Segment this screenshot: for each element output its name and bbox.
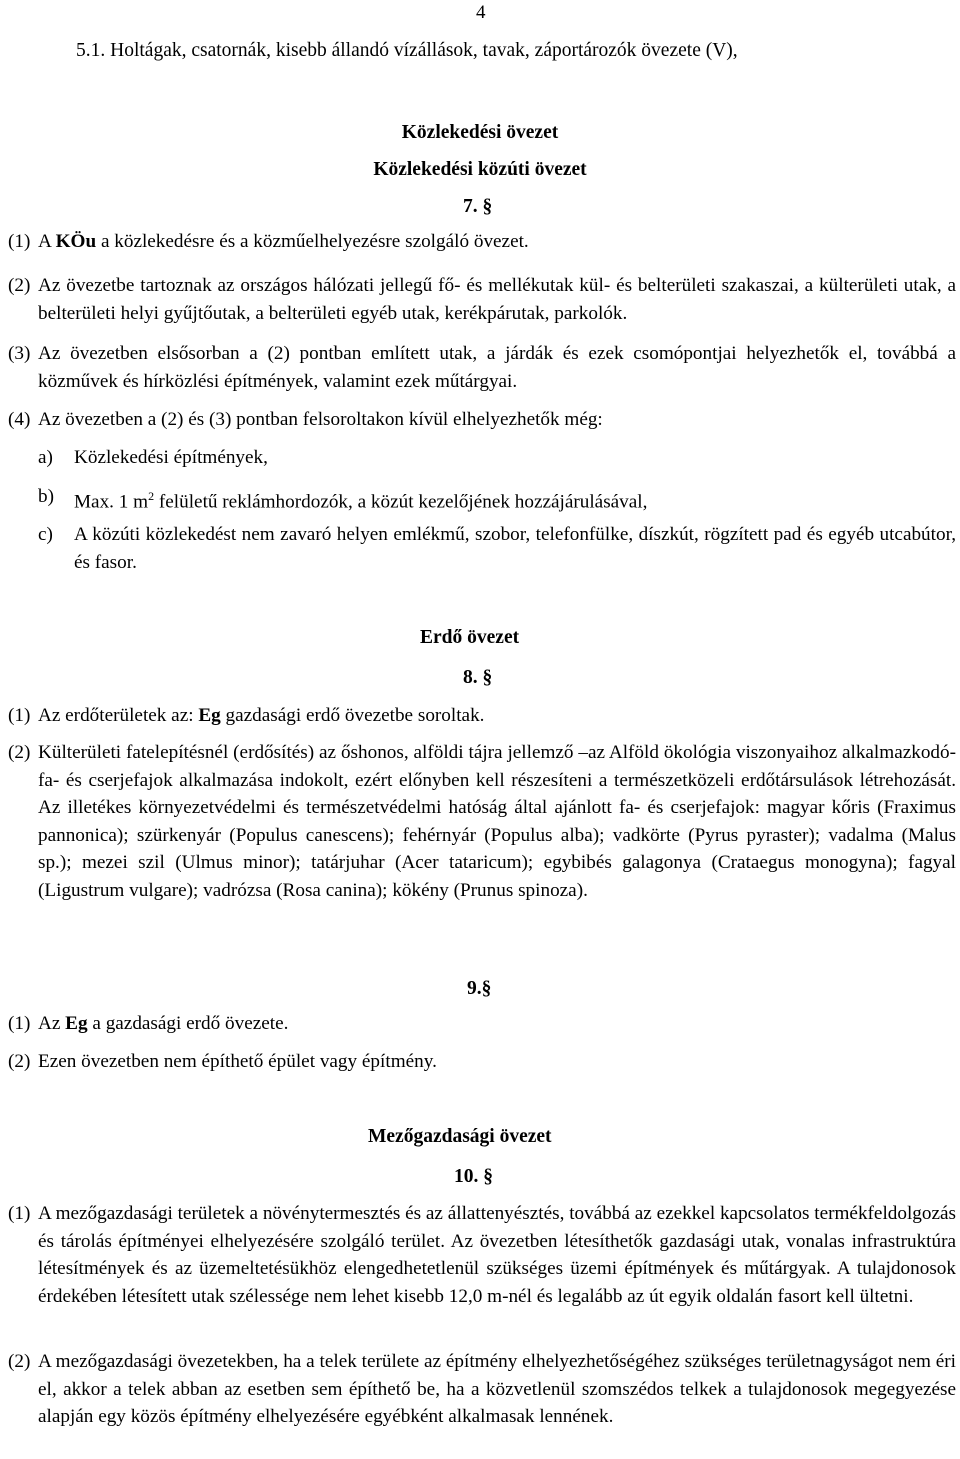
kozlekedesi-paragraph-2 — [8, 272, 956, 327]
list-label: b) — [38, 486, 54, 507]
kozlekedesi-paragraph-4 — [8, 406, 956, 434]
paragraph-text: Az övezetben elsősorban a (2) pontban említett utak, a járdák és ezek csomópontjai helyezhetők el, továbbá a közművek és hírközlési építmények, valamint ezek műtárgyai. — [38, 343, 956, 392]
list-label: a) — [38, 447, 53, 468]
erdo-title: Erdő övezet — [420, 627, 520, 648]
zone-code: Eg — [65, 1013, 88, 1034]
paragraph-number: (1) — [8, 1203, 31, 1224]
paragraph-text: A mezőgazdasági területek a növénytermesztés és az állattenyésztés, továbbá az ezekkel kapcsolatos termékfeldolgozás és tárolás építményei elhelyezésére szolgáló terület. Az övezetben létesíthetők gazdasági utak, vonalas infrastruktúra létesítmények és az üzemeltetésükhöz elengedhetetlenül szükséges üzemi építmények és műtárgyak. A tulajdonosok érdekében létesített utak szélessége nem lehet kisebb 12,0 m-nél és legalább az út egyik oldalán fasort kell ültetni. — [38, 1203, 956, 1307]
paragraph-text: Az övezetben a (2) és (3) pontban felsoroltakon kívül elhelyezhetők még: — [38, 409, 603, 430]
list-text: Közlekedési építmények, — [74, 447, 268, 468]
paragraph-number: (1) — [8, 705, 31, 726]
kozlekedesi-paragraph-3 — [8, 340, 956, 395]
erdo-paragraph-2 — [8, 739, 956, 905]
erdo-paragraph-1: (1) Az erdőterületek az: Eg gazdasági erdő övezetbe soroltak. — [8, 702, 956, 730]
mezo-paragraph-2 — [8, 1348, 956, 1431]
list-text: A közúti közlekedést nem zavaró helyen emlékmű, szobor, telefonfülke, díszkút, rögzített pad és egyéb utcabútor, és fasor. — [74, 524, 956, 573]
erdo-section9-paragraph-2 — [8, 1048, 956, 1076]
paragraph-number: (2) — [8, 742, 31, 763]
paragraph-text: Az övezetbe tartoznak az országos hálózati jellegű fő- és mellékutak kül- és belterületi szakaszai, a külterületi utak, a belterületi helyi gyűjtőutak, a belterületi egyéb utak, kerékpárutak, parkolók. — [38, 275, 956, 324]
paragraph-number: (1) — [8, 1013, 31, 1034]
kozlekedesi-paragraph-1: (1) A KÖu a közlekedésre és a közműelhelyezésre szolgáló övezet. — [8, 228, 956, 256]
mezo-title: Mezőgazdasági övezet — [368, 1126, 552, 1147]
zone-code: KÖu — [55, 231, 97, 252]
erdo-section9-paragraph-1: (1) Az Eg a gazdasági erdő övezete. — [8, 1010, 956, 1038]
paragraph-number: (4) — [8, 409, 31, 430]
paragraph-number: (3) — [8, 343, 31, 364]
paragraph-number: (2) — [8, 275, 31, 296]
list-item-b: b) Max. 1 $m^2$ felületű reklámhordozók, a közút kezelőjének hozzájárulásával, — [38, 483, 956, 516]
list-item-c — [38, 521, 956, 576]
kozlekedesi-title: Közlekedési övezet — [401, 122, 559, 143]
section-8: 8. § — [463, 667, 493, 688]
kozlekedesi-subtitle: Közlekedési közúti övezet — [373, 159, 587, 180]
section-heading: 5.1. Holtágak, csatornák, kisebb állandó vízállások, tavak, záportározók övezete (V), — [76, 40, 738, 61]
mezo-paragraph-1 — [8, 1200, 956, 1310]
section-9: 9.§ — [467, 978, 492, 999]
paragraph-text: Külterületi fatelepítésnél (erdősítés) az őshonos, alföldi tájra jellemző –az Alföld ökológia viszonyaihoz alkalmazkodó- fa- és cserjefajok alkalmazása indokolt, ezért előnyben kell részesíteni a természetközeli erdőtársulások létrehozását. Az illetékes környezetvédelmi és természetvédelmi hatóság által ajánlott fa- és cserjefajok: magyar kőris (Fraximus pannonica); szürkenyár (Populus canescens); fehérnyár (Populus alba); vadkörte (Pyrus pyraster); vadalma (Malus sp.); mezei szil (Ulmus minor); tatárjuhar (Acer tataricum); egybibés galagonya (Crataegus monogyna); fagyal (Ligustrum vulgare); vadrózsa (Rosa canina); kökény (Prunus spinoza). — [38, 742, 956, 901]
paragraph-text: A mezőgazdasági övezetekben, ha a telek területe az építmény elhelyezhetőségéhez szükséges területnagyságot nem éri el, akkor a telek abban az esetben sem építhető be, ha a közvetlenül szomszédos telkek a tulajdonosok megegyezése alapján egy közös építmény elhelyezésére egyébként alkalmasak lennének. — [38, 1351, 956, 1428]
paragraph-text: Ezen övezetben nem építhető épület vagy építmény. — [38, 1051, 437, 1072]
paragraph-number: (1) — [8, 231, 31, 252]
paragraph-number: (2) — [8, 1051, 31, 1072]
list-item-a — [38, 444, 956, 472]
page-number: 4 — [476, 2, 486, 23]
section-10: 10. § — [454, 1166, 493, 1187]
zone-code: Eg — [198, 705, 221, 726]
paragraph-number: (2) — [8, 1351, 31, 1372]
section-7: 7. § — [463, 196, 493, 217]
list-label: c) — [38, 524, 53, 545]
